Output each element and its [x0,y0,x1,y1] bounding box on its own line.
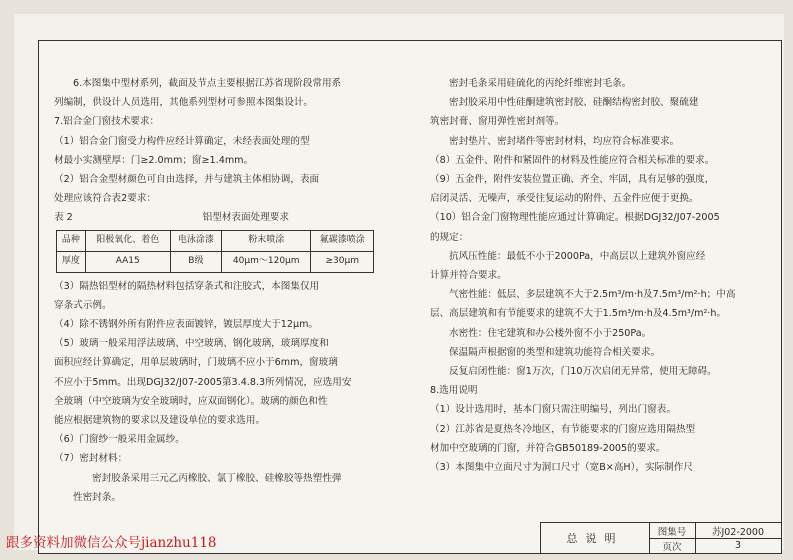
table-header-cell: 电泳涂漆 [170,230,221,251]
text-line: 气密性能：低层、多层建筑不大于2.5m³/m·h及7.5m³/m²·h；中高 [449,289,736,301]
table-cell: 40μm～120μm [221,251,311,272]
text-line: 性密封条。 [73,491,121,503]
table-header-row [57,230,374,251]
right-column [430,74,775,477]
table-header-cell: 品种 [57,230,86,251]
text-line: 面积应经计算确定，用单层玻璃时，门玻璃不应小于6mm，窗玻璃 [54,357,338,369]
table-header-cell: 氟碳漆喷涂 [311,230,374,251]
text-line: 的规定： [430,231,469,243]
text-line: 7.铝合金门窗技术要求： [54,116,160,128]
text-line: （1）设计选用时，基本门窗只需注明编号，列出门窗表。 [430,404,676,416]
text-line: 筑密封膏、窗用弹性密封剂等。 [430,116,565,128]
text-line: （9）五金件，附件安装位置正确、齐全、牢固，具有足够的强度， [430,174,715,186]
table-cell: AA15 [85,251,170,272]
text-line: 材加中空玻璃的门窗，并符合GB50189-2005的要求。 [430,442,666,454]
text-line: 反复启闭性能：窗1万次，门10万次启闭无异常，使用无障碍。 [449,366,717,378]
text-line: 不应小于5mm。出现DGJ32/J07-2005第3.4.8.3所列情况，应选用安 [54,376,352,388]
table-row [57,251,374,272]
text-line: 密封胶采用中性硅酮建筑密封胶、硅酮结构密封胶、聚硫建 [449,97,699,109]
page-number-value: 3 [734,540,742,551]
title-block [540,522,781,553]
text-line: （7）密封材料： [54,453,128,465]
text-line: 密封毛条采用硅硫化的丙纶纤维密封毛条。 [449,78,632,89]
text-line: 8.选用说明 [430,385,478,397]
text-line: （6）门窗纱一般采用金属纱。 [54,434,185,446]
sheet-title: 总说明 [541,523,650,553]
atlas-number-value: 苏J02-2000 [695,523,781,539]
text-line: 层、高层建筑和有节能要求的建筑不大于1.5m³/m·h及4.5m³/m²·h。 [430,308,727,320]
text-line: 能应根据建筑物的要求以及建设单位的要求选用。 [54,415,266,427]
table-cell: 厚度 [57,251,86,272]
watermark-text: 跟多资料加微信公众号jianzhu118 [6,535,217,551]
text-line: 6.本图集中型材系列，截面及节点主要根据江苏省现阶段常用系 [73,78,342,89]
text-line: 抗风压性能：最低不小于2000Pa，中高层以上建筑外窗应经 [449,250,706,262]
left-column [54,74,409,507]
text-line: （4）除不锈钢外所有附件应表面镀锌，镀层厚度大于12μm。 [54,319,319,331]
surface-treatment-table [56,230,374,273]
text-line: 穿条式示例。 [54,299,112,311]
text-line: 计算并符合要求。 [430,270,507,282]
text-line: （2）江苏省是夏热冬冷地区，有节能要求的门窗应选用隔热型 [430,423,696,435]
table-header-cell: 粉末喷涂 [221,230,311,251]
page-number-label: 页次 [649,538,696,553]
text-line: （2）铝合金型材颜色可自由选择，并与建筑主体相协调，表面 [54,174,320,186]
text-line: （5）玻璃一般采用浮法玻璃、中空玻璃、钢化玻璃，玻璃厚度和 [54,338,329,350]
atlas-number-label: 图集号 [649,523,696,539]
text-line: （8）五金件、附件和紧固件的材料及性能应符合相关标准的要求。 [430,154,715,166]
table-title: 铝型材表面处理要求 [202,212,289,224]
text-line: 启闭灵活、无噪声，承受往复运动的附件、五金件应便于更换。 [430,193,699,205]
text-line: （1）铝合金门窗受力构件应经计算确定，未经表面处理的型 [54,135,310,147]
text-line: 列编制，供设计人员选用，其他系列型材可参照本图集设计。 [54,97,314,109]
text-line: （3）本图集中立面尺寸为洞口尺寸（宽B×高H），实际制作尺 [430,462,693,474]
table-cell: B级 [170,251,221,272]
table-cell: ≥30μm [311,251,374,272]
text-line: 保温隔声根据窗的类型和建筑功能符合相关要求。 [449,346,661,358]
text-line: 全玻璃（中空玻璃为安全玻璃时，应双面钢化）。玻璃的颜色和性 [54,395,328,407]
table-caption [54,208,409,227]
text-line: 水密性：住宅建筑和办公楼外窗不小于250Pa。 [449,327,652,339]
text-line: 材最小实测壁厚：门≥2.0mm；窗≥1.4mm。 [54,154,254,166]
text-line: （10）铝合金门窗物理性能应通过计算确定。根据DGJ32/J07-2005 [430,212,720,224]
table-label: 表 2 [54,212,73,224]
text-line: 密封胶条采用三元乙丙橡胶、氯丁橡胶、硅橡胶等热塑性弹 [92,472,342,484]
text-line: 处理应该符合表2要求： [54,193,157,205]
text-line: 密封垫片、密封堵件等密封材料，均应符合标准要求。 [449,135,680,147]
table-header-cell: 阳极氧化、着色 [85,230,170,251]
text-line: （3）隔热铝型材的隔热材料包括穿条式和注胶式，本图集仅用 [54,280,320,292]
